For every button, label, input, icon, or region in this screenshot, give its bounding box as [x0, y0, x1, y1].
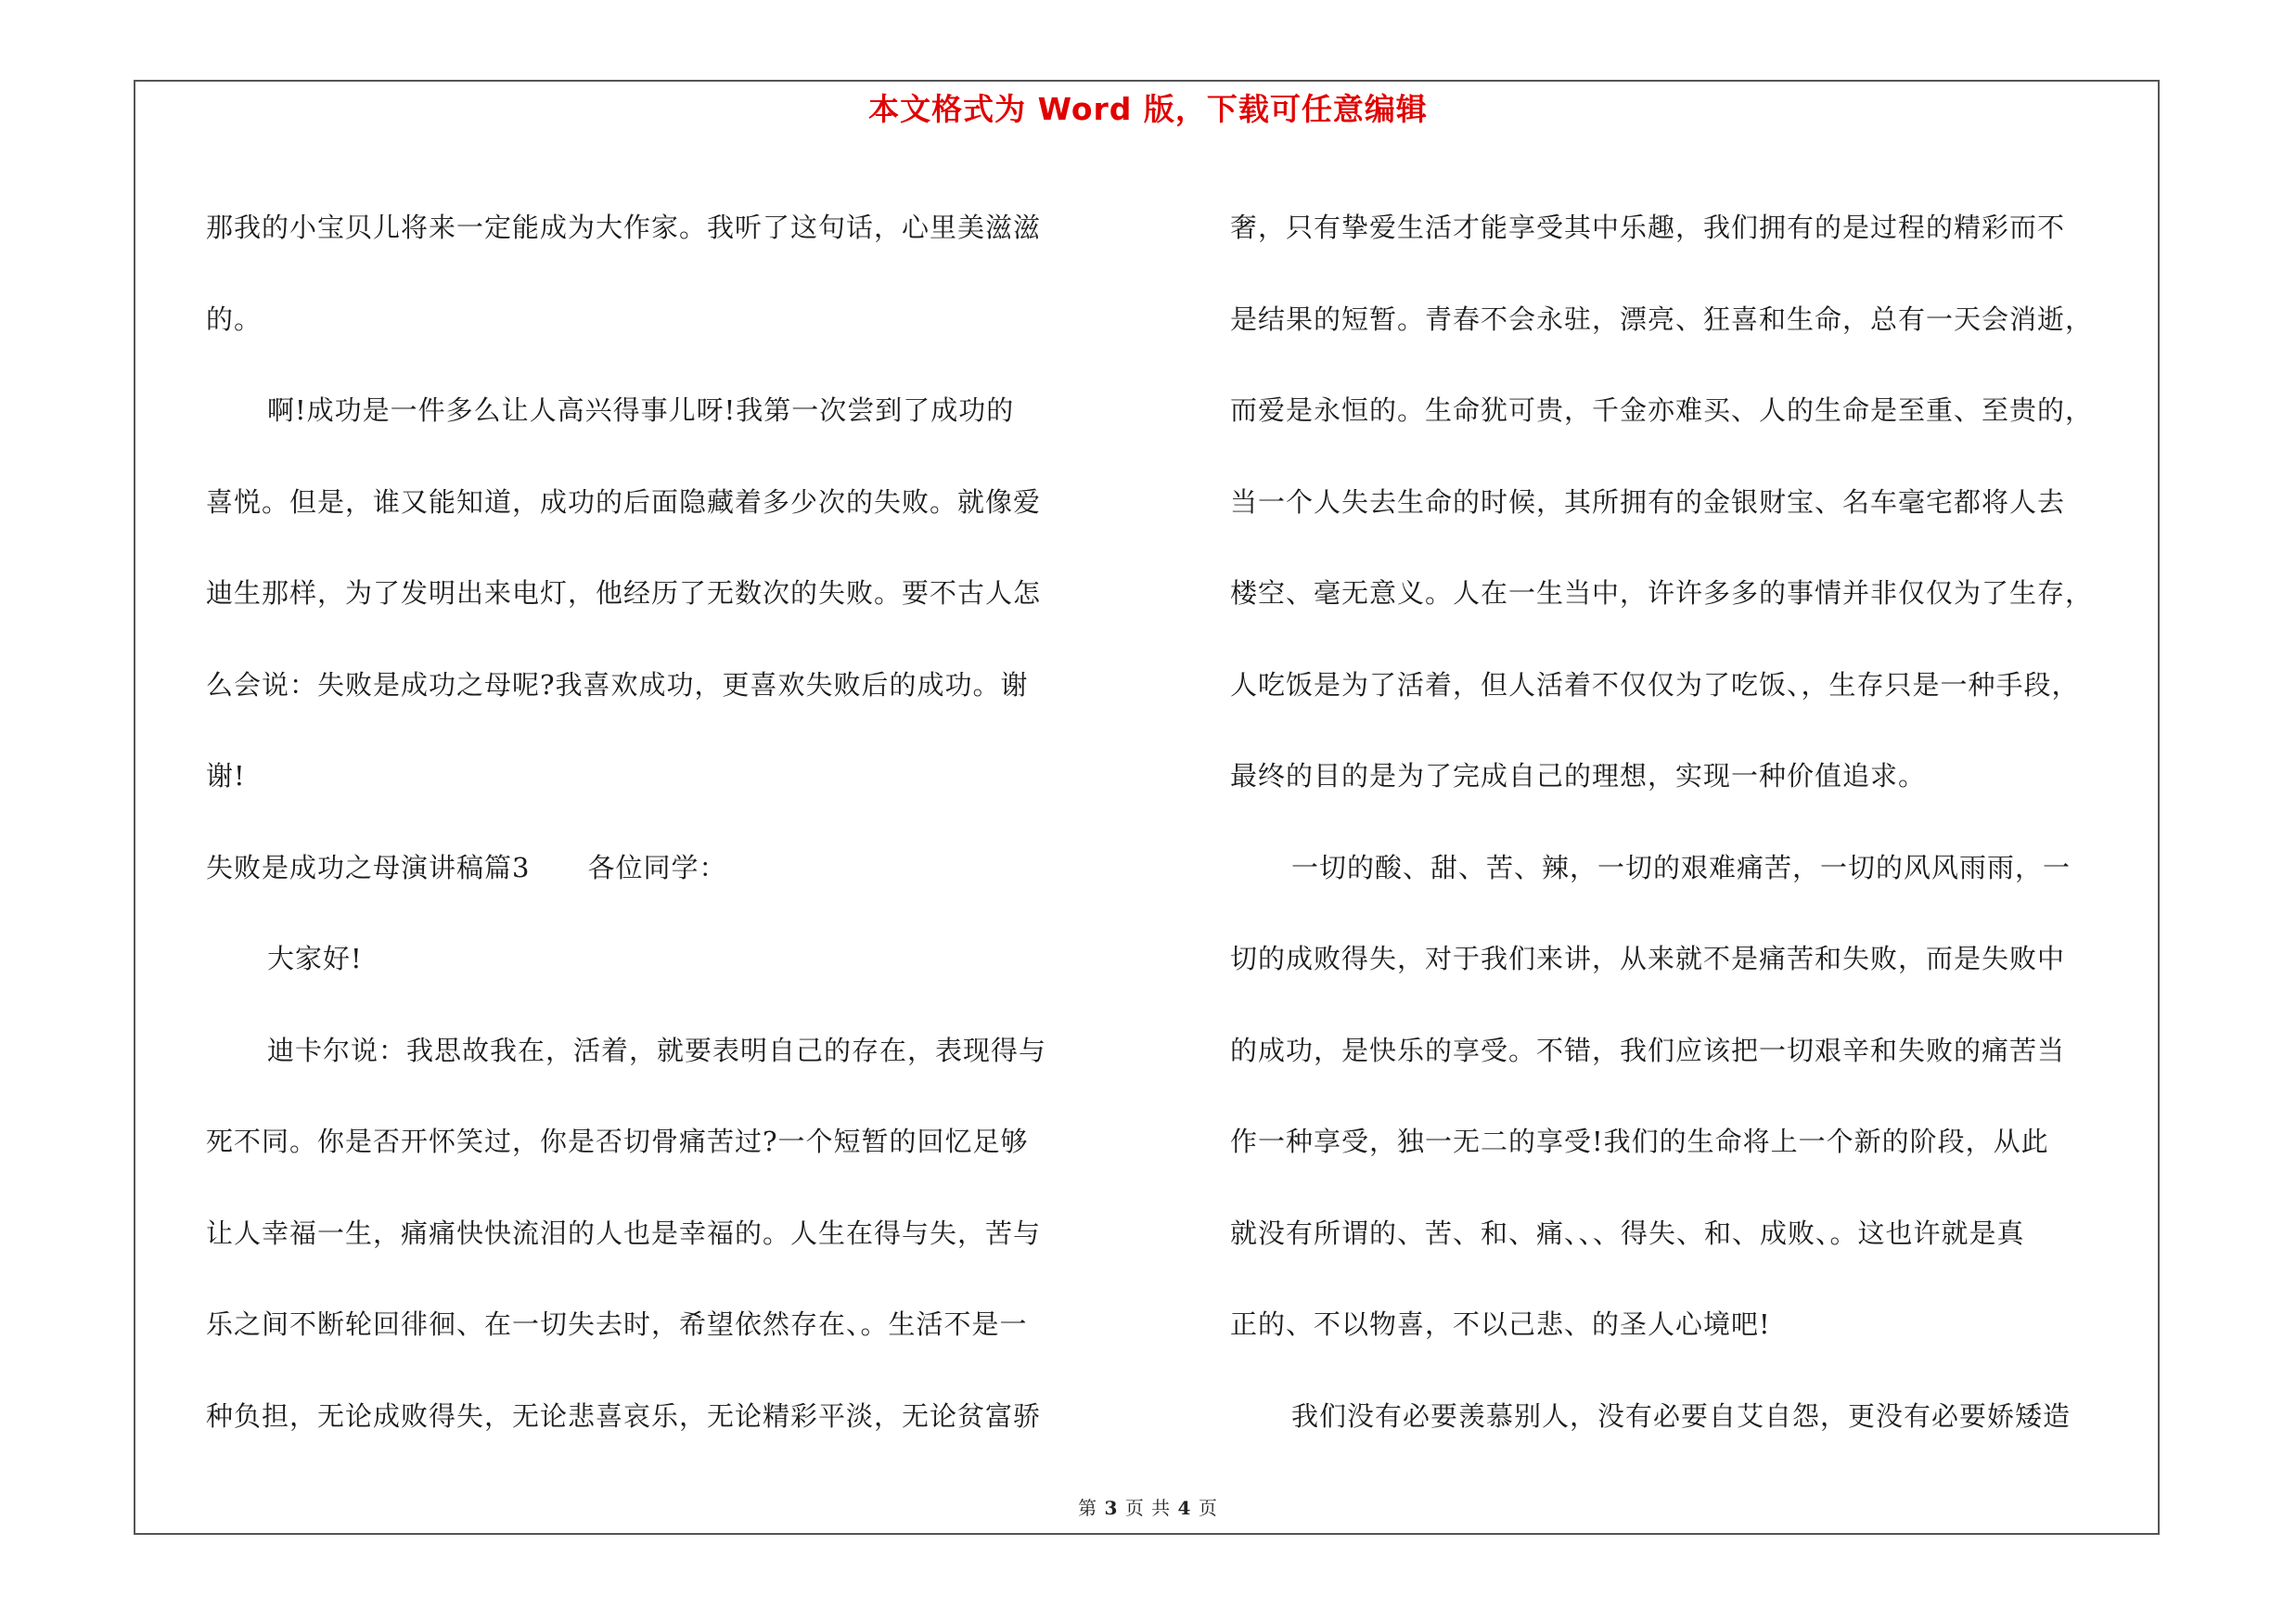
- paragraph-line: 最终的目的是为了完成自己的理想，实现一种价值追求。: [1230, 760, 1927, 792]
- paragraph-line: 作一种享受，独一无二的享受!我们的生命将上一个新的阶段，从此: [1230, 1126, 2049, 1157]
- paragraph-line: 就没有所谓的、苦、和、痛、、、得失、和、成败、。这也许就是真: [1230, 1217, 2025, 1249]
- left-text-column: [206, 182, 1046, 1462]
- page-number-footer: [0, 1494, 2296, 1522]
- document-header-title: 本文格式为 Word 版，下载可任意编辑: [868, 91, 1428, 127]
- paragraph-line: 乐之间不断轮回徘徊、在一切失去时，希望依然存在、。生活不是一: [206, 1308, 1028, 1340]
- paragraph-line: 那我的小宝贝儿将来一定能成为大作家。我听了这句话，心里美滋滋: [206, 212, 1042, 243]
- section-heading-line: [206, 822, 1046, 914]
- paragraph-line: 是结果的短暂。青春不会永驻，漂亮、狂喜和生命，总有一天会消逝，: [1230, 303, 2094, 335]
- paragraph-line: 谢!: [206, 760, 246, 792]
- paragraph-line: 楼空、毫无意义。人在一生当中，许许多多的事情并非仅仅为了生存，: [1230, 577, 2094, 609]
- paragraph-line: 奢，只有挚爱生活才能享受其中乐趣，我们拥有的是过程的精彩而不: [1230, 212, 2066, 243]
- paragraph-line: 的成功，是快乐的享受。不错，我们应该把一切艰辛和失败的痛苦当: [1230, 1034, 2066, 1066]
- page-current: 3: [1104, 1497, 1119, 1519]
- page-suffix: 页: [1198, 1497, 1218, 1519]
- greeting-line: 大家好!: [267, 943, 363, 974]
- section-heading: 失败是成功之母演讲稿篇3: [206, 851, 531, 883]
- paragraph-line: 一切的酸、甜、苦、辣，一切的艰难痛苦，一切的风风雨雨，一: [1291, 851, 2072, 883]
- paragraph-line: 切的成败得失，对于我们来讲，从来就不是痛苦和失败，而是失败中: [1230, 943, 2066, 974]
- paragraph-line: 让人幸福一生，痛痛快快流泪的人也是幸福的。人生在得与失，苦与: [206, 1217, 1042, 1249]
- paragraph-line: 当一个人失去生命的时候，其所拥有的金银财宝、名车毫宅都将人去: [1230, 485, 2066, 518]
- page-middle: 页 共: [1124, 1497, 1172, 1519]
- paragraph-line: 的。: [206, 303, 263, 335]
- paragraph-line: 正的、不以物喜，不以己悲、的圣人心境吧!: [1230, 1308, 1771, 1340]
- paragraph-line: 人吃饭是为了活着，但人活着不仅仅为了吃饭、，生存只是一种手段，: [1230, 668, 2080, 701]
- paragraph-line: 而爱是永恒的。生命犹可贵，千金亦难买、人的生命是至重、至贵的，: [1230, 394, 2094, 426]
- salutation: 各位同学：: [587, 851, 727, 883]
- right-text-column: [1230, 182, 2093, 1462]
- paragraph-line: 死不同。你是否开怀笑过，你是否切骨痛苦过?一个短暂的回忆足够: [206, 1126, 1029, 1157]
- paragraph-line: 迪卡尔说：我思故我在，活着，就要表明自己的存在，表现得与: [267, 1034, 1047, 1066]
- paragraph-line: 啊!成功是一件多么让人高兴得事儿呀!我第一次尝到了成功的: [267, 394, 1015, 426]
- page-prefix: 第: [1078, 1497, 1098, 1519]
- paragraph-line: 么会说：失败是成功之母呢?我喜欢成功，更喜欢失败后的成功。谢: [206, 668, 1029, 701]
- paragraph-line: 迪生那样，为了发明出来电灯，他经历了无数次的失败。要不古人怎: [206, 577, 1042, 609]
- page-total: 4: [1177, 1497, 1192, 1519]
- paragraph-line: 我们没有必要羡慕别人，没有必要自艾自怨，更没有必要娇矮造: [1291, 1399, 2072, 1432]
- paragraph-line: 种负担，无论成败得失，无论悲喜哀乐，无论精彩平淡，无论贫富骄: [206, 1399, 1042, 1432]
- paragraph-line: 喜悦。但是，谁又能知道，成功的后面隐藏着多少次的失败。就像爱: [206, 485, 1042, 518]
